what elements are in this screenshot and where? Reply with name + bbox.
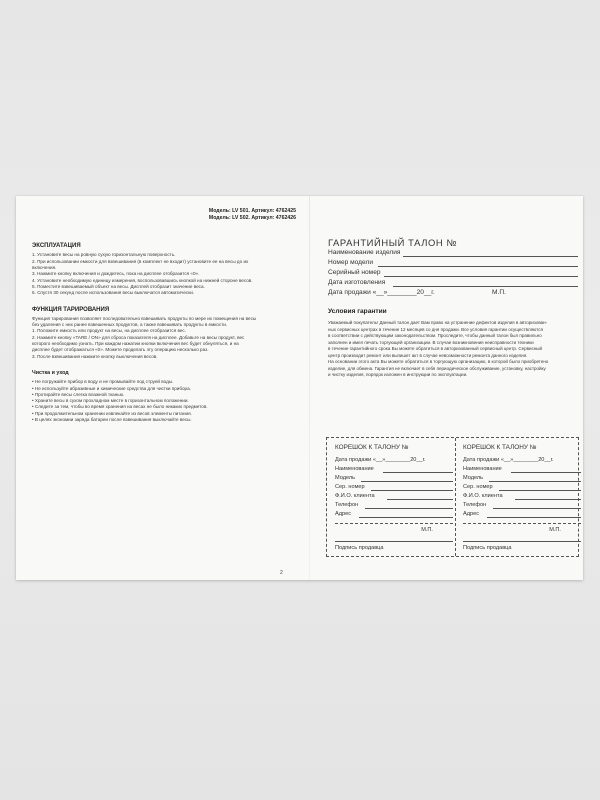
stub-signature: Подпись продавца — [463, 545, 512, 551]
stub-row: Ф.И.О. клиента — [463, 492, 581, 501]
stub-stamp: М.П. — [421, 527, 433, 533]
operation-step: 4. Установите необходимую единицу измерения, воспользовавшись кнопкой на нижней стороне весов. — [32, 277, 253, 283]
care-item: • Не используйте абразивные и химические средства для чистки прибора. — [32, 385, 191, 391]
care-item: • Следите за тем, чтобы во время хранения на весах не было никаких предметов. — [32, 404, 208, 410]
fill-line — [365, 508, 453, 509]
stub-left — [335, 444, 453, 551]
tare-line: 2. Нажмите кнопку «TARE / ON» для сброса показателя на дисплее. Добавьте на весы продукт, вес — [32, 334, 245, 340]
fill-line — [359, 517, 453, 518]
left-page — [32, 208, 296, 423]
stub-title: КОРЕШОК К ТАЛОНУ № — [463, 444, 537, 451]
care-item: • Храните весы в сухом прохладном месте в горизонтальном положении. — [32, 398, 189, 404]
cut-line — [455, 438, 456, 556]
operation-step: 2. При использовании емкости для взвешивания (в комплект не входит) установите ее на весы до их — [32, 258, 249, 264]
conditions-line: в течение гарантийного срока Вы можете обратиться в авторизованный сервисный центр. Сервисный — [328, 346, 543, 351]
stub-title: КОРЕШОК К ТАЛОНУ № — [335, 444, 409, 451]
field-manufacture-date: Дата изготовления — [328, 279, 578, 288]
care-item: • В целях экономии заряда батареи после взвешивания выключайте весы. — [32, 417, 192, 423]
fill-line — [487, 517, 581, 518]
fill-line — [387, 499, 453, 500]
stamp-label: М.П. — [492, 289, 506, 296]
conditions-line: ных сервисных центрах в течение 12 месяцев со дня продажи. Все условия гарантии осуществляются — [328, 326, 543, 332]
fill-line — [361, 481, 453, 482]
operation-title: ЭКСПЛУАТАЦИЯ — [32, 243, 81, 250]
divider — [335, 523, 453, 524]
operation-step: 6. Спустя 30 секунд после использования весы выключатся автоматически. — [32, 290, 195, 296]
fill-line — [511, 472, 581, 473]
stub-row: Телефон — [463, 501, 581, 510]
tare-line: без удаления с них ранее взвешенных продуктов, а также взвешивать продукты в емкости. — [32, 322, 228, 328]
operation-step: 5. Поместите взвешиваемый объект на весы. Дисплей отобразит значение веса. — [32, 283, 205, 289]
care-item: • При продолжительном хранении извлекайте из весов элементы питания. — [32, 410, 192, 416]
fill-line — [489, 481, 581, 482]
operation-step: 3. Нажмите кнопку включения и дождитесь, пока на дисплее отобразится «0». — [32, 271, 200, 277]
operation-step: включения. — [32, 265, 57, 271]
stub-row: Модель — [335, 474, 453, 483]
stub-row: Дата продажи «__»________20__г. — [335, 457, 426, 463]
fill-line — [403, 256, 578, 257]
stub-row: Наименование — [335, 465, 453, 474]
fill-line — [515, 499, 581, 500]
fill-line — [371, 490, 453, 491]
field-product-name: Наименование изделия — [328, 249, 578, 258]
stub-row: Модель — [463, 474, 581, 483]
care-item: • Не погружайте прибор в воду и не промывайте под струей воды. — [32, 379, 174, 385]
conditions-text — [328, 320, 582, 379]
fill-line — [499, 490, 581, 491]
conditions-line: и чистку изделия, порядок изложен в инструкции по эксплуатации. — [328, 372, 468, 377]
stub-row: Адрес — [335, 510, 453, 519]
conditions-line: изделие, для обмена. Гарантия не включает в себя периодическое обслуживание, установку, настройку — [328, 365, 546, 371]
conditions-title: Условия гарантии — [328, 308, 387, 315]
field-serial-number: Серийный номер — [328, 269, 578, 278]
signature-line — [463, 541, 581, 542]
fill-line — [493, 508, 581, 509]
conditions-line: Уважаемый покупатель! Данный талон дает Вам право на устранение дефектов изделия в авторизован- — [328, 320, 548, 325]
stub-row: Наименование — [463, 465, 581, 474]
page-number: 2 — [280, 570, 283, 576]
instruction-sheet — [16, 196, 583, 580]
stub-row: Ф.И.О. клиента — [335, 492, 453, 501]
fill-line — [393, 286, 578, 287]
stub-row: Дата продажи «__»________20__г. — [463, 457, 554, 463]
stub-signature: Подпись продавца — [335, 545, 384, 551]
fill-line — [378, 266, 578, 267]
stub-row: Сер. номер — [335, 483, 453, 492]
model-line-1: Модель: LV 501. Артикул: 4762425 — [208, 208, 296, 214]
stub-row: Сер. номер — [463, 483, 581, 492]
stub-right — [463, 444, 581, 551]
model-line-2: Модель: LV 502. Артикул: 4762426 — [208, 214, 296, 221]
fill-line — [384, 276, 578, 277]
stub-stamp: М.П. — [549, 527, 561, 533]
fold-line — [309, 196, 310, 580]
conditions-line: в соответствии с действующим законодательством. Проследите, чтобы данный талон был правильно — [328, 333, 542, 338]
tare-line: дисплее будет отображаться «0». Можете проделать эту операцию несколько раз. — [32, 347, 209, 353]
tare-line: 3. После взвешивания нажмите кнопку выключения весов. — [32, 353, 158, 359]
warranty-title: ГАРАНТИЙНЫЙ ТАЛОН № — [328, 237, 458, 248]
conditions-line: На основании этого акта Вы можете обратиться в торгующую организацию, в которой было приобретено — [328, 359, 549, 364]
tare-title: ФУНКЦИЯ ТАРИРОВАНИЯ — [32, 306, 110, 313]
conditions-line: заполнен и имел печать торгующей организации. В случае возникновения неисправности техники — [328, 339, 534, 345]
stub-row: Адрес — [463, 510, 581, 519]
tear-off-stubs — [326, 437, 579, 557]
care-title: Чистка и уход — [32, 369, 69, 376]
operation-step: 1. Установите весы на ровную сухую горизонтальную поверхность. — [32, 252, 176, 258]
tare-line: которого необходимо узнать. При каждом нажатии кнопки включения вес будет обнуляться, и на — [32, 341, 239, 347]
field-sale-date: Дата продажи «__»________20__г. М.П. — [328, 289, 506, 296]
conditions-line: центр производит ремонт или выпишет акт в случае невозможности ремонта данного изделия. — [328, 352, 528, 358]
fill-line — [383, 472, 453, 473]
tare-line: 1. Положите емкость или продукт на весы, на дисплее отобразится вес. — [32, 328, 187, 334]
right-page — [311, 196, 583, 580]
divider — [463, 523, 581, 524]
field-model-number: Номер модели — [328, 259, 578, 268]
stub-row: Телефон — [335, 501, 453, 510]
care-item: • Протирайте весы слегка влажной тканью. — [32, 391, 125, 397]
tare-line: Функция тарирования позволяет последовательно взвешивать продукты по мере их помещения на весы — [32, 315, 257, 321]
signature-line — [335, 541, 453, 542]
